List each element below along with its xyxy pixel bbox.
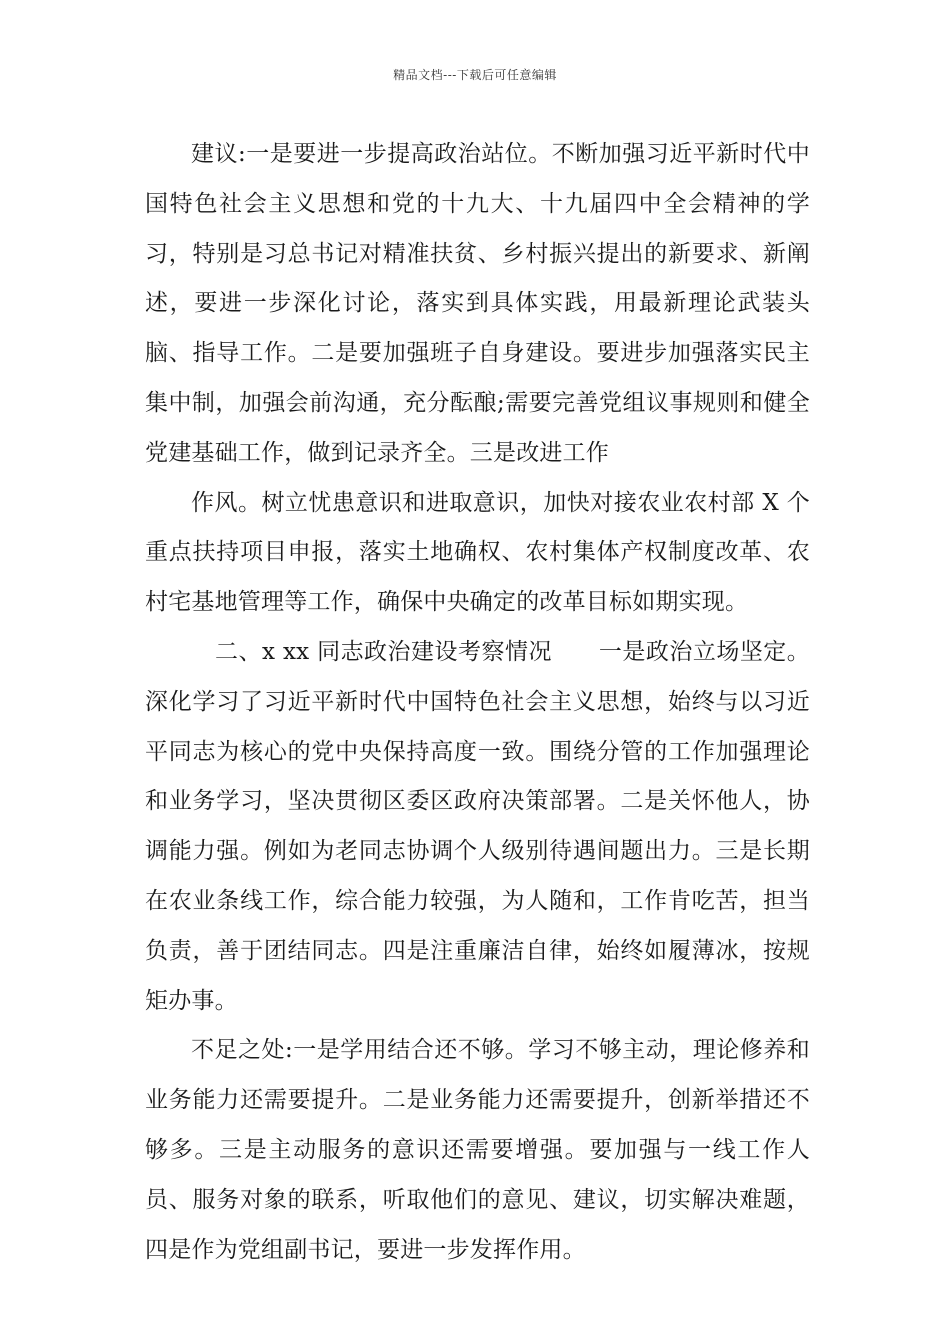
page-header: 精品文档---下载后可任意编辑 — [393, 68, 557, 82]
document-body — [145, 130, 810, 1275]
paragraph-shortcomings: 不足之处:一是学用结合还不够。学习不够主动，理论修养和业务能力还需要提升。二是业务能力还需要提升，创新举措还不够多。三是主动服务的意识还需要增强。要加强与一线工作人员、服务对象的联系，听取他们的意见、建议，切实解决难题，四是作为党组副书记，要进一步发挥作用。 — [145, 1037, 810, 1263]
paragraph-suggestions: 建议:一是要进一步提高政治站位。不断加强习近平新时代中国特色社会主义思想和党的十九大、十九届四中全会精神的学习，特别是习总书记对精准扶贫、乡村振兴提出的新要求、新阐述，要进一步深化讨论，落实到具体实践，用最新理论武装头脑、指导工作。二是要加强班子自身建设。要进步加强落实民主集中制，加强会前沟通，充分酝酿;需要完善党组议事规则和健全党建基础工作，做到记录齐全。三是改进工作 — [145, 141, 810, 466]
paragraph-political-review: 二、x xx 同志政治建设考察情况 一是政治立场坚定。深化学习了习近平新时代中国特色社会主义思想，始终与以习近平同志为核心的党中央保持高度一致。围绕分管的工作加强理论和业务学习，坚决贯彻区委区政府决策部署。二是关怀他人，协调能力强。例如为老同志协调个人级别待遇间题出力。三是长期在农业条线工作，综合能力较强，为人随和，工作肯吃苦，担当负责，善于团结同志。四是注重廉洁自律，始终如履薄冰，按规矩办事。 — [145, 638, 810, 1014]
paragraph-work-style: 作风。树立忧患意识和进取意识，加快对接农业农村部 X 个重点扶持项目申报，落实土地确权、农村集体产权制度改革、农村宅基地管理等工作，确保中央确定的改革目标如期实现。 — [145, 489, 810, 616]
